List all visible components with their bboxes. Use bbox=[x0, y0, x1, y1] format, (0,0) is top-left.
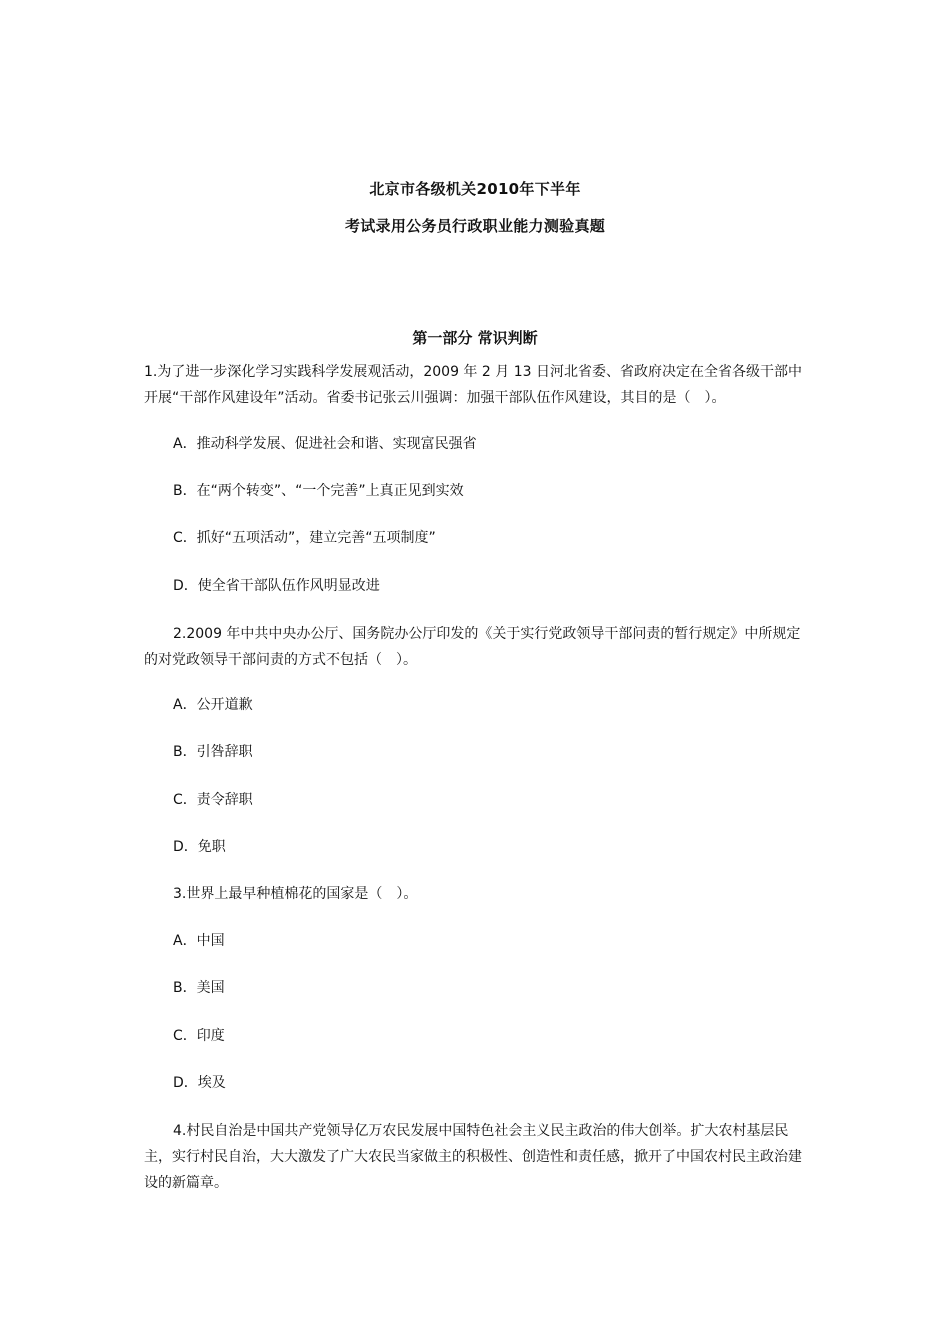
question-1-option-b: B．在“两个转变”、“一个完善”上真正见到实效 bbox=[173, 483, 464, 499]
question-2-option-a: A．公开道歉 bbox=[173, 697, 253, 713]
question-1-text: 1.为了进一步深化学习实践科学发展观活动，2009 年 2 月 13 日河北省委、省政府决定在全省各级干部中开展“干部作风建设年”活动。省委书记张云川强调：加强干部队伍作风建设，其目的是（ ）。 bbox=[144, 364, 802, 406]
question-4-text: 4.村民自治是中国共产党领导亿万农民发展中国特色社会主义民主政治的伟大创举。扩大农村基层民主，实行村民自治，大大激发了广大农民当家做主的积极性、创造性和责任感，掀开了中国农村民主政治建设的新篇章。 bbox=[144, 1123, 802, 1191]
question-2-option-d: D．免职 bbox=[173, 839, 226, 855]
question-2-option-b: B．引咎辞职 bbox=[173, 744, 253, 760]
question-3-option-d: D．埃及 bbox=[173, 1075, 226, 1091]
question-3-option-a: A．中国 bbox=[173, 933, 225, 949]
question-3-option-b: B．美国 bbox=[173, 980, 225, 996]
question-1-option-d: D．使全省干部队伍作风明显改进 bbox=[173, 578, 380, 594]
document-title-line-2: 考试录用公务员行政职业能力测验真题 bbox=[344, 217, 606, 235]
question-2-option-c: C．责令辞职 bbox=[173, 792, 253, 808]
question-3-option-c: C．印度 bbox=[173, 1028, 225, 1044]
question-3-text: 3.世界上最早种植棉花的国家是（ ）。 bbox=[173, 886, 418, 902]
question-2-text: 2.2009 年中共中央办公厅、国务院办公厅印发的《关于实行党政领导干部问责的暂行规定》中所规定的对党政领导干部问责的方式不包括（ ）。 bbox=[144, 626, 801, 668]
section-heading: 第一部分 常识判断 bbox=[412, 329, 538, 347]
question-1-option-a: A．推动科学发展、促进社会和谐、实现富民强省 bbox=[173, 436, 477, 452]
question-1-option-c: C．抓好“五项活动”，建立完善“五项制度” bbox=[173, 530, 436, 546]
document-title-line-1: 北京市各级机关2010年下半年 bbox=[369, 180, 581, 198]
